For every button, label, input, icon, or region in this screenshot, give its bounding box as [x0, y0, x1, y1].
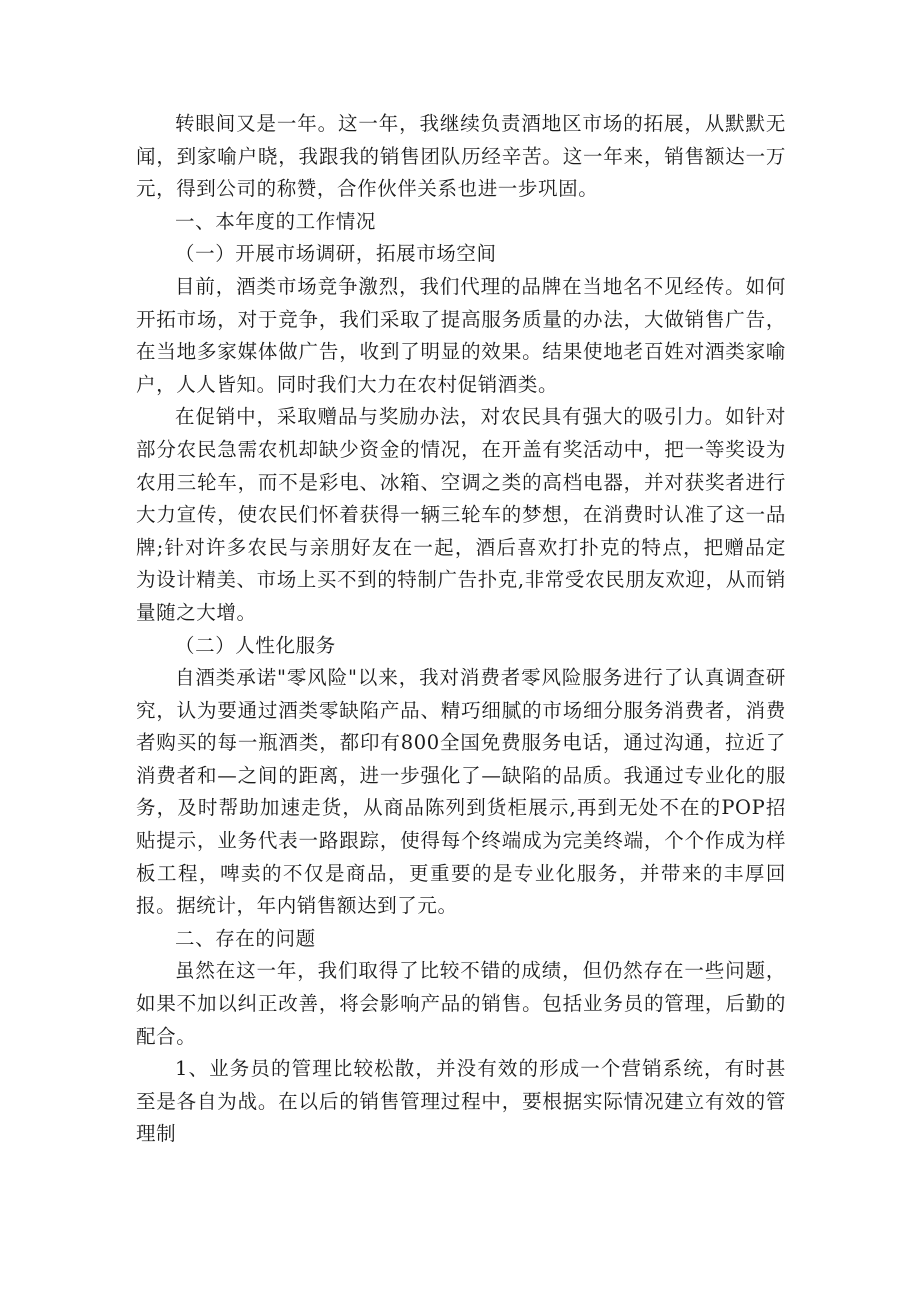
subsection-heading-2: （二）人性化服务 — [175, 633, 336, 657]
document-page — [136, 108, 786, 1151]
section-heading-2: 二、存在的问题 — [175, 926, 316, 950]
problem-1-paragraph: 1、业务员的管理比较松散，并没有效的形成一个营销系统，有时甚至是各自为战。在以后的销售管理过程中，要根据实际情况建立有效的管理制 — [136, 1057, 786, 1146]
promotion-paragraph: 在促销中，采取赠品与奖励办法，对农民具有强大的吸引力。如针对部分农民急需农机却缺少资金的情况，在开盖有奖活动中，把一等奖设为农用三轮车，而不是彩电、冰箱、空调之类的高档电器，并对获奖者进行大力宣传，使农民们怀着获得一辆三轮车的梦想，在消费时认准了这一品牌;针对许多农民与亲朋好友在一起，酒后喜欢打扑克的特点，把赠品定为设计精美、市场上买不到的特制广告扑克,非常受农民朋友欢迎，从而销量随之大增。 — [136, 405, 786, 624]
section-heading-1: 一、本年度的工作情况 — [175, 209, 377, 233]
problems-paragraph: 虽然在这一年，我们取得了比较不错的成绩，但仍然存在一些问题，如果不加以纠正改善，将会影响产品的销售。包括业务员的管理，后勤的配合。 — [136, 959, 786, 1048]
service-paragraph: 自酒类承诺"零风险"以来，我对消费者零风险服务进行了认真调查研究，认为要通过酒类零缺陷产品、精巧细腻的市场细分服务消费者，消费者购买的每一瓶酒类，都印有800全国免费服务电话，通过沟通，拉近了消费者和—之间的距离，进一步强化了—缺陷的品质。我通过专业化的服务，及时帮助加速走货，从商品陈列到货柜展示,再到无处不在的POP招贴提示，业务代表一路跟踪，使得每个终端成为完美终端，个个作成为样板工程，啤卖的不仅是商品，更重要的是专业化服务，并带来的丰厚回报。据统计，年内销售额达到了元。 — [136, 666, 786, 918]
intro-paragraph: 转眼间又是一年。这一年，我继续负责酒地区市场的拓展，从默默无闻，到家喻户晓，我跟我的销售团队历经辛苦。这一年来，销售额达一万元，得到公司的称赞，合作伙伴关系也进一步巩固。 — [136, 112, 786, 201]
market-research-paragraph: 目前，酒类市场竞争激烈，我们代理的品牌在当地名不见经传。如何开拓市场，对于竞争，我们采取了提高服务质量的办法，大做销售广告，在当地多家媒体做广告，收到了明显的效果。结果使地老百姓对酒类家喻户，人人皆知。同时我们大力在农村促销酒类。 — [136, 274, 786, 396]
subsection-heading-1: （一）开展市场调研，拓展市场空间 — [175, 242, 497, 266]
